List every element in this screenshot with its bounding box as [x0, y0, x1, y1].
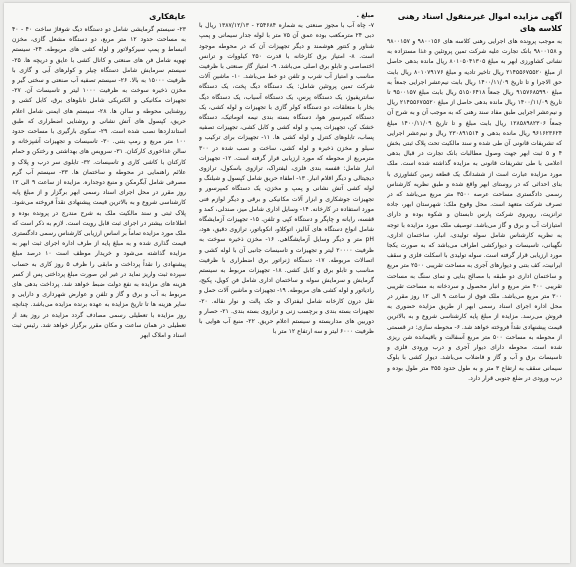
notice-body-right: به موجب پرونده های اجرایی رهنی کلاسه های ۹۸۰۰۱۵۶ و ۹۸۰۰۱۵۷ و ۹۸۰۰۱۵۸ بانک تجارت علیه شرکت تمین پروتئین و غذا مستزاده به نشانی کشاورزی ابهر به مبلغ ۸۰۱۰۵۰۴۱۳۰۵ ریال مانده بدهی حاصل از مبلغ ۲۱۴۵۵۶۷۵۵۲۰ ریال تاخیر تادیه و مبلغ ۸۰۱۰۷۹۱۷۶ ریال بابت حق الاجرا و تا تاریخ ۱۴۰۰/۱۱/۰۹ ریال بابت نیم‌عشر اجرایی جمعاً به مبلغ ۹۱۵۷۶۸۵۹۹۰ ریال جمعاً ۵۱۵۰۶۴۱۸ ریال بابت مبلغ ۹۵۰۰۱۵۷ تا تاریخ ۱۴۰۰/۱۱/۰۹ ریال مانده بدهی حاصل از مبلغ ۲۱۴۵۵۶۷۵۵۲۰ ریال و نیم‌عشر اجرایی طبق مفاد سند رهنی که به موجب آن و به شرح آن جمعاً ۱۲۸۵۸۹۸۲۳۰۶ ریال بابت مبلغ و تا تاریخ ۱۴۰۰/۱۱/۰۹ مبلغ ۹۶۱۶۲۳۶۲۴ ریال مانده بدهی و ۲۳۰۸۹۱۵۱۴ ریال و نیم‌عشر اجرایی که تشریفات قانونی آن طی شده و سند مالکیت تحت پلاک ثبتی بخش ۴ و ۵ ثبت ابهر جهت وصول مطالبات بانک تجارت در قبال بدهی اعلامی با طی تشریفات قانونی به مزایده گذاشته شده است. ملک مورد مزایده عبارت است از ششدانگ یک قطعه زمین کشاورزی با بنای احداثی که در روستای ابهر واقع شده و طبق نظریه کارشناس رسمی دادگستری مساحت عرصه ۳۵۰۰ متر مربع می‌باشد که در تصرف شرکت متعهد است. محل وقوع ملک: شهرستان ابهر، جاده ترانزیت، روبروی شرکت پارس تابستان و شکوه بوده و دارای امتیازات آب و برق و گاز می‌باشد. توصیف ملک مورد مزایده با توجه به نظریه کارشناس شامل سوله تولیدی، انبار، ساختمان اداری، نگهبانی، تاسیسات و دیوارکشی اطراف می‌باشد که به صورت یکجا مورد ارزیابی قرار گرفته است. سوله تولیدی با اسکلت فلزی و سقف ایرانیت، کف بتنی و دیوارهای آجری به مساحت تقریبی ۲۵۰۰ متر مربع و ساختمان اداری دو طبقه با مصالح بنایی و نمای سنگ به مساحت تقریبی ۴۰۰ متر مربع و انبار محصول و سردخانه به مساحت تقریبی ۳۰۰ متر مربع می‌باشد. ملک فوق از ساعت ۹ الی ۱۲ روز مقرر در محل اداره اجرای اسناد رسمی ابهر از طریق مزایده حضوری به فروش می‌رسد. مزایده از مبلغ پایه کارشناسی شروع و به بالاترین قیمت پیشنهادی نقداً فروخته خواهد شد. ۶- محوطه سازی: در قسمتی از محوطه به مساحت ۵۰۰ متر مربع آسفالت و باقیمانده شن ریزی شده است. محوطه دارای دیوار آجری و درب ورودی فلزی و تاسیسات برق و آب و گاز و فاضلاب می‌باشد. دیوار کشی با بلوک سیمانی سقف به ارتفاع ۳ متر و به طول حدود ۳۵۵ متر طول بوده و درب ورودی در ضلع جنوبی قرار دارد. — [387, 38, 562, 382]
notice-title: آگهی مزایده اموال غیرمنقول اسناد رهنی کلاسه های — [397, 12, 562, 33]
notice-column-left — [12, 11, 186, 557]
notice-body-middle: ۷- چاه آب با مجوز صنعتی به شماره ۲۵۴۶۸۴ - ۱۳۸۷/۱۲/۱۳ ریال با دبی ۲۴ مترمکعب بوده عمق آن ۷۵ متر با لوله جدار سیمانی و پمپ شناور و کنتور هوشمند و دیگر تجهیزات آن که در محوطه موجود است. ۸- امتیاز برق کارخانه با قدرت ۲۵۰ کیلووات و ترانس اختصاصی و تابلو برق اصلی می‌باشد. ۹- امتیاز گاز صنعتی با ظرفیت مناسب و امتیاز آب شرب و تلفن دو خط می‌باشد. ۱۰- ماشین آلات شرکت تمین پروتئین شامل: یک دستگاه دیگ پخت، یک دستگاه سانتریفیوژ، یک دستگاه پرس، یک دستگاه آسیاب، یک دستگاه دیگ بخار با متعلقات، دو دستگاه کولر گازی با تجهیزات و لوله کشی، یک دستگاه کمپرسور هوا، دستگاه بسته بندی نیمه اتوماتیک، دستگاه خشک کن، تجهیزات پمپ و لوله کشی و کابل کشی، تجهیزات تصفیه پساب، تابلوهای کنترل و لوله کشی ها. ۱۱- تجهیزات برای ترکیب و سیلو و مخزن ذخیره و لوله کشی، ساخت و نصب شده در ۳۰۰ مترمربع از محوطه که مورد ارزیابی قرار گرفته است. ۱۲- تجهیزات انبار شامل: قفسه بندی فلزی، لیفتراک، ترازوی باسکول، ترازوی دیجیتالی و دیگر اقلام انبار. ۱۳- اطفاء حریق شامل کپسول و شیلنگ و لوله کشی آتش نشانی و پمپ و مخزن، یک دستگاه کمپرسور و تجهیزات جوشکاری و ابزار آلات مکانیکی و برقی و دیگر لوازم فنی مورد استفاده در کارخانه. ۱۴- وسایل اداری شامل میز، صندلی، کمد و قفسه، رایانه و چاپگر و دستگاه کپی و تلفن. ۱۵- تجهیزات آزمایشگاه شامل انواع دستگاه های آنالیز، اتوکلاو، انکوباتور، ترازوی دقیق، هود، pH متر و دیگر وسایل آزمایشگاهی. ۱۶- مخزن ذخیره سوخت به ظرفیت ۲۰۰۰۰ لیتر و تجهیزات و تاسیسات جانبی آن با لوله کشی و اتصالات مربوطه. ۱۷- دستگاه ژنراتور برق اضطراری با ظرفیت مناسب و تابلو برق و کابل کشی. ۱۸- تجهیزات مربوط به سیستم گرمایش و سرمایش سوله و ساختمان اداری شامل فن کویل، پکیج، رادیاتور و لوله کشی های مربوطه. ۱۹- تجهیزات و ماشین آلات حمل و نقل درون کارخانه شامل لیفتراک و جک پالت و نوار نقاله. ۲۰- تجهیزات بسته بندی و برچسب زنی و ترازوی بسته بندی. ۲۱- حصار و دوربین های مداربسته و سیستم اعلام حریق. ۲۲- منبع آب هوایی با ظرفیت ۶۰۰۰ لیتر و سه ارتفاع ۱۲ متر با — [199, 22, 374, 336]
auction-notice-page — [4, 3, 570, 563]
notice-mid-heading: مبلغ . — [356, 12, 374, 19]
notice-column-right — [387, 11, 562, 557]
notice-left-title: عایقکاری — [149, 12, 186, 21]
notice-column-middle — [199, 11, 374, 557]
notice-body-left: ۲۳- سیستم گرمایشی شامل دو دستگاه دیگ شوفاژ ساخت ۴۰ - ۴۰ به مساحت حدود ۱۲ متر مربع، دو دستگاه مشعل گازی، مخزن انبساط و پمپ سیرکولاتور و لوله کشی های مربوطه. ۲۴- سیستم تهویه شامل فن های صنعتی و کانال کشی با عایق و دریچه ها. ۲۵- سیستم سرمایش شامل دستگاه چیلر و کولرهای آبی و گازی با ظرفیت ۱۵۰۰۰ به بالا. ۲۶- سیستم تصفیه آب صنعتی و سختی گیر و مخزن ذخیره سوخت به ظرفیت ۱۰۰۰ لیتر و تاسیسات آن. ۲۷- تجهیزات مکانیکی و الکتریکی شامل تابلوهای برق، کابل کشی و روشنایی محوطه و سالن ها. ۲۸- سیستم های ایمنی شامل اعلام حریق، کپسول های آتش نشانی و روشنایی اضطراری که طبق استانداردها نصب شده است. ۲۹- سکوی بارگیری با مساحت حدود ۱۰۰ متر مربع و رمپ بتنی. ۳۰- تاسیسات و تجهیزات آشپزخانه و سالن غذاخوری کارکنان. ۳۱- سرویس های بهداشتی و رختکن و حمام کارکنان با کاشی کاری و تاسیسات. ۳۲- تابلوی سر درب و پلاک و علائم راهنمایی در محوطه و ساختمان ها. ۳۳- سیستم آب گرم مصرفی شامل آبگرمکن و منبع دوجداره. مزایده از ساعت ۹ الی ۱۲ روز مقرر در محل اجرای اسناد رسمی ابهر برگزار و از مبلغ پایه کارشناسی شروع و به بالاترین قیمت پیشنهادی نقداً فروخته می‌شود. پلاک ثبتی و سند مالکیت ملک به شرح مندرج در پرونده بوده و اطلاعات بیشتر در اجرای ثبت قابل رویت است. لازم به ذکر است که ملک مورد مزایده تماماً بر اساس ارزیابی کارشناس رسمی دادگستری قیمت گذاری شده و به مبلغ پایه از طرف اداره اجرای ثبت ابهر به مزایده گذاشته می‌شود و خریدار موظف است ۱۰ درصد مبلغ پیشنهادی را نقداً پرداخت و مابقی را ظرف ۵ روز کاری به حساب سپرده ثبت واریز نماید در غیر این صورت مبلغ پرداختی پس از کسر هزینه های مزایده به نفع دولت ضبط خواهد شد. پرداخت بدهی های مربوط به آب و برق و گاز و تلفن و عوارض شهرداری و دارایی و سایر هزینه ها تا تاریخ مزایده به عهده برنده مزایده می‌باشد. چنانچه روز مزایده با تعطیلی رسمی مصادف گردد مزایده در روز بعد از تعطیلی در همان ساعت و مکان مقرر برگزار خواهد شد. رئیس ثبت اسناد و املاک ابهر — [12, 26, 186, 340]
